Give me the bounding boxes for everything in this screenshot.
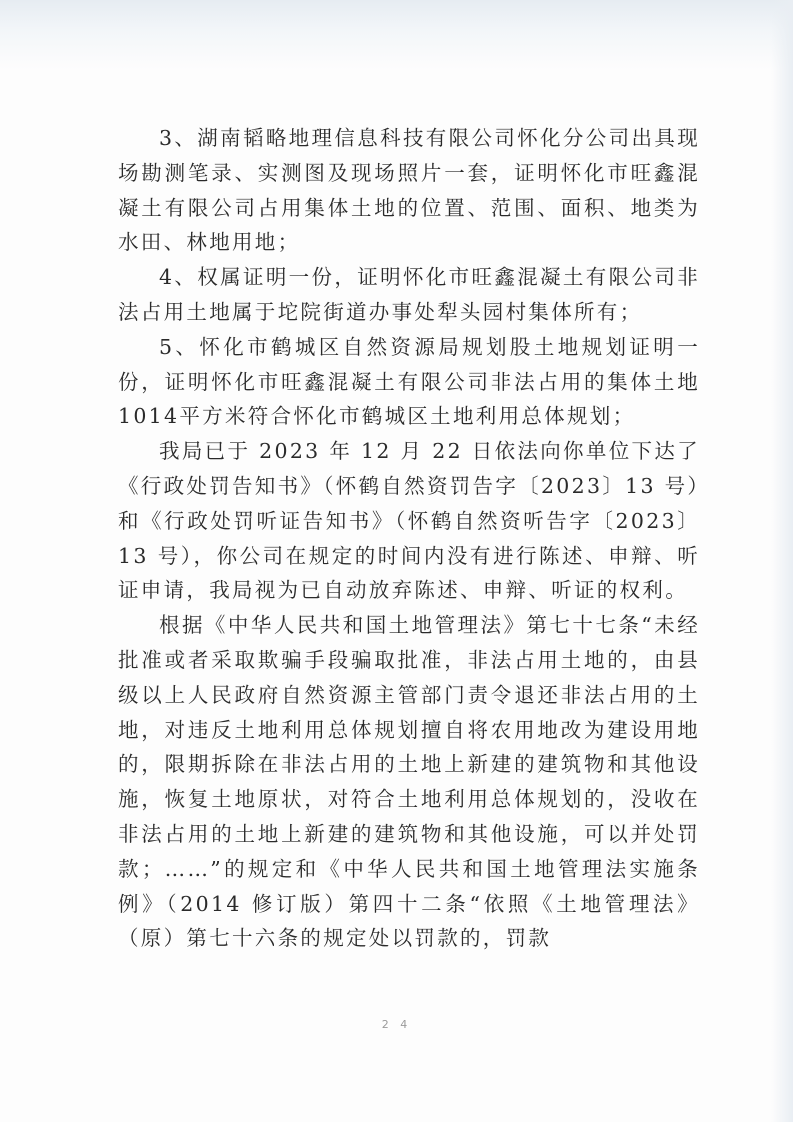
page-number: 2 4 — [381, 1018, 412, 1031]
paragraph-evidence-4: 4、权属证明一份，证明怀化市旺鑫混凝土有限公司非法占用土地属于坨院街道办事处犁头园村集体所有； — [118, 265, 700, 324]
paragraph-legal-basis: 根据《中华人民共和国土地管理法》第七十七条“未经批准或者采取欺骗手段骗取批准，非法占用土地的，由县级以上人民政府自然资源主管部门责令退还非法占用的土地，对违反土地利用总体规划擅自将农用地改为建设用地的，限期拆除在非法占用的土地上新建的建筑物和其他设施，恢复土地原状，对符合土地利用总体规划的，没收在非法占用的土地上新建的建筑物和其他设施，可以并处罚款；……”的规定和《中华人民共和国土地管理法实施条例》（2014 修订版）第四十二条“依照《土地管理法》（原）第七十六条的规定处以罚款的，罚款 — [118, 613, 700, 951]
scan-shading-top — [0, 0, 793, 70]
paragraph-evidence-5: 5、怀化市鹤城区自然资源局规划股土地规划证明一份，证明怀化市旺鑫混凝土有限公司非法占用的集体土地1014平方米符合怀化市鹤城区土地利用总体规划； — [118, 334, 700, 429]
scan-shading-right — [771, 0, 793, 1122]
paragraph-notice: 我局已于 2023 年 12 月 22 日依法向你单位下达了《行政处罚告知书》（怀鹤自然资罚告字〔2023〕13 号）和《行政处罚听证告知书》（怀鹤自然资听告字〔2023〕13 号），你公司在规定的时间内没有进行陈述、申辩、听证申请，我局视为已自动放弃陈述、申辩、听证的权利。 — [118, 439, 700, 603]
paragraph-evidence-3: 3、湖南韬略地理信息科技有限公司怀化分公司出具现场勘测笔录、实测图及现场照片一套，证明怀化市旺鑫混凝土有限公司占用集体土地的位置、范围、面积、地类为水田、林地用地； — [118, 126, 700, 255]
document-body — [118, 121, 700, 956]
